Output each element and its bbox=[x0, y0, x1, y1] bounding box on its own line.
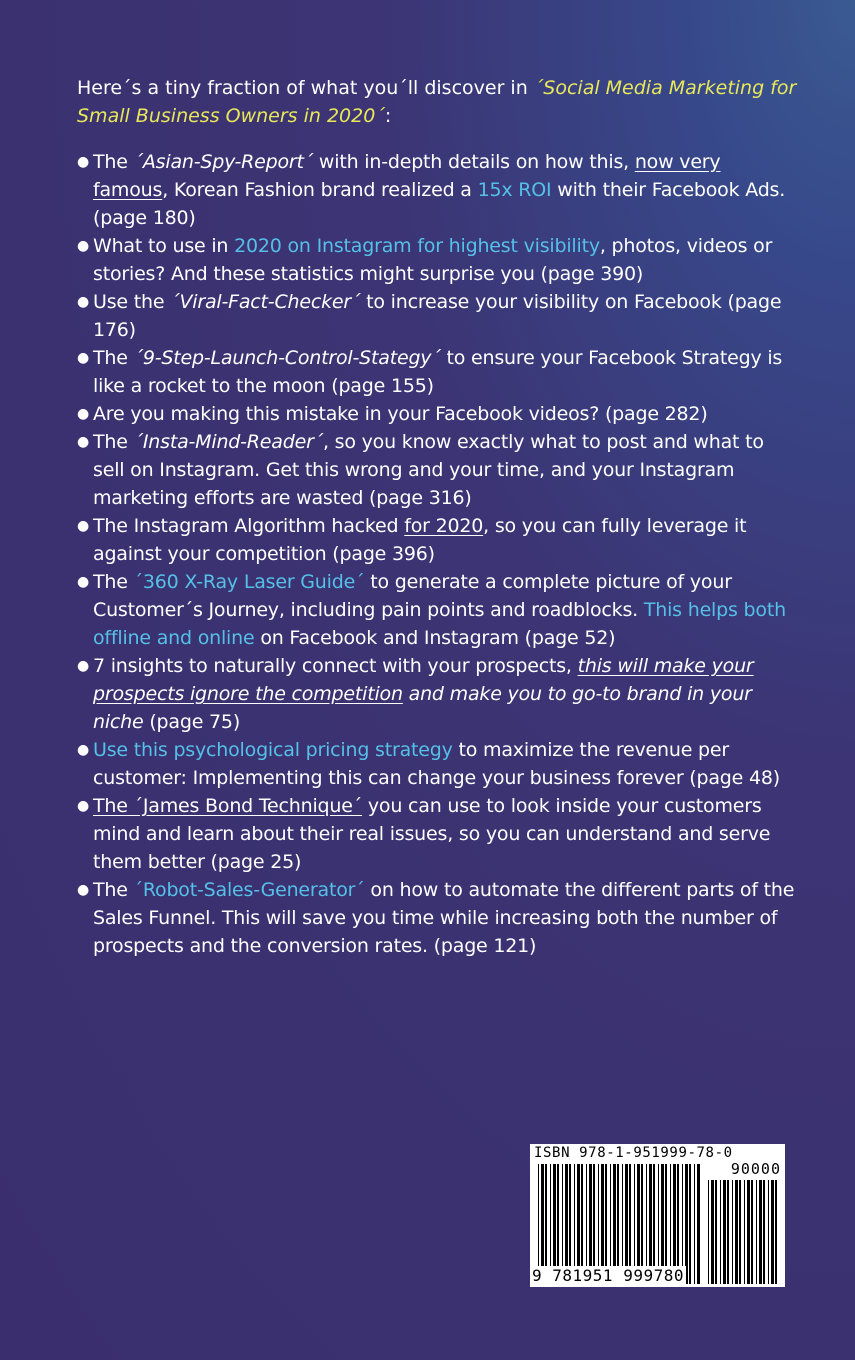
isbn-number: ISBN 978-1-951999-78-0 bbox=[534, 1145, 733, 1161]
barcode-bar bbox=[771, 1180, 774, 1284]
barcode-bar bbox=[720, 1180, 721, 1284]
list-item: ● The ´Robot-Sales-Generator´ on how to automate the different parts of the Sales Funnel. This will save you time while increasing both the number of prospects and the conversion rates. (page 121) bbox=[77, 876, 797, 960]
barcode-bar bbox=[747, 1180, 750, 1284]
list-item: ● 7 insights to naturally connect with your prospects, this will make your prospects ignore the competition and make you to go-to brand in your niche (page 75) bbox=[77, 652, 797, 736]
barcode-bar bbox=[735, 1180, 738, 1284]
barcode-bar bbox=[759, 1180, 762, 1284]
barcode-bar bbox=[744, 1180, 745, 1284]
back-cover-text bbox=[77, 74, 797, 960]
list-item: ● Are you making this mistake in your Facebook videos? (page 282) bbox=[77, 400, 797, 428]
list-item: ● The ´9-Step-Launch-Control-Stategy´ to ensure your Facebook Strategy is like a rocket to the moon (page 155) bbox=[77, 344, 797, 400]
barcode-bar bbox=[775, 1180, 777, 1284]
list-item: ● The ´Asian-Spy-Report´ with in-depth details on how this, now very famous, Korean Fashion brand realized a 15x ROI with their Facebook Ads. (page 180) bbox=[77, 148, 797, 232]
list-item: ● The ´360 X-Ray Laser Guide´ to generate a complete picture of your Customer´s Journey, including pain points and roadblocks. This helps both offline and online on Facebook and Instagram (page 52) bbox=[77, 568, 797, 652]
isbn-barcode bbox=[530, 1144, 785, 1287]
barcode-bar bbox=[708, 1180, 709, 1284]
barcode-bar bbox=[727, 1180, 729, 1284]
list-item: ● Use the ´Viral-Fact-Checker´ to increase your visibility on Facebook (page 176) bbox=[77, 288, 797, 344]
feature-list bbox=[77, 148, 797, 960]
barcode-bar bbox=[697, 1164, 700, 1284]
barcode-bar bbox=[689, 1164, 691, 1284]
list-item: ● Use this psychological pricing strategy to maximize the revenue per customer: Implementing this can change your business forever (page 48) bbox=[77, 736, 797, 792]
barcode-bar bbox=[739, 1180, 741, 1284]
list-item: ● The ´James Bond Technique´ you can use to look inside your customers mind and learn about their real issues, so you can understand and serve them better (page 25) bbox=[77, 792, 797, 876]
ean-digits: 9 781951 999780 bbox=[532, 1266, 684, 1285]
barcode-bar bbox=[711, 1180, 714, 1284]
barcode-bar bbox=[763, 1180, 765, 1284]
barcode-bar bbox=[694, 1164, 695, 1284]
intro-text: Here´s a tiny fraction of what you´ll discover in bbox=[77, 77, 534, 99]
barcode-bar bbox=[723, 1180, 726, 1284]
intro-colon: : bbox=[384, 105, 392, 127]
intro-paragraph bbox=[77, 74, 797, 130]
barcode-bar bbox=[715, 1180, 717, 1284]
book-title: ´Social Media Marketing for Small Business Owners in 2020´ bbox=[77, 77, 797, 127]
price-addon-code: 90000 bbox=[730, 1160, 781, 1178]
barcode-bar bbox=[756, 1180, 757, 1284]
list-item: ● What to use in 2020 on Instagram for highest visibility, photos, videos or stories? And these statistics might surprise you (page 390) bbox=[77, 232, 797, 288]
list-item: ● The ´Insta-Mind-Reader´, so you know exactly what to post and what to sell on Instagram. Get this wrong and your time, and your Instagram marketing efforts are wasted (page 316) bbox=[77, 428, 797, 512]
barcode-bar bbox=[751, 1180, 753, 1284]
list-item: ● The Instagram Algorithm hacked for 2020, so you can fully leverage it against your competition (page 396) bbox=[77, 512, 797, 568]
barcode-bar bbox=[732, 1180, 733, 1284]
barcode-bar bbox=[768, 1180, 769, 1284]
